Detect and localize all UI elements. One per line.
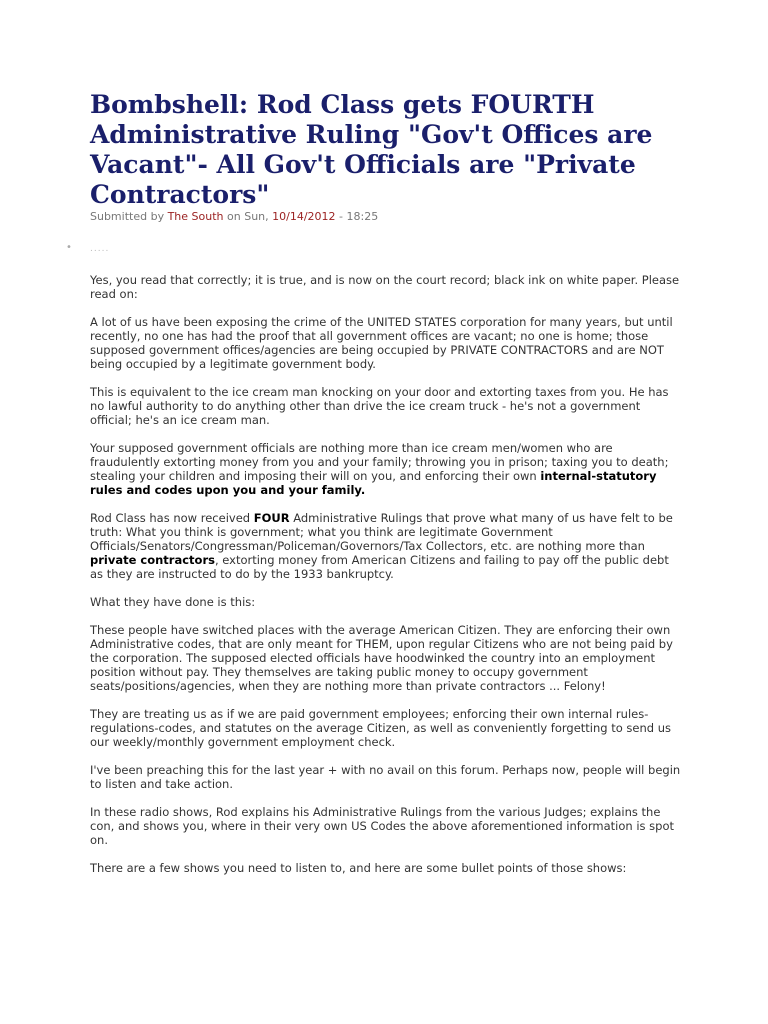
bullet-icon: •: [66, 242, 72, 253]
paragraph-5-bold-contractors: private contractors: [90, 553, 215, 567]
article-body: [90, 273, 682, 889]
paragraph-1: Yes, you read that correctly; it is true, and is now on the court record; black ink on white paper. Please read on:: [90, 273, 680, 301]
paragraph-5-text-b: Administrative Rulings that prove what many of us have felt to be truth: What you think is government; what you think are legitimate Government Officials/Senators/Congressman/Policeman/Governors/Tax Collectors, etc. are nothing more than: [90, 511, 673, 553]
submitted-time: - 18:25: [339, 210, 379, 223]
paragraph-10: In these radio shows, Rod explains his Administrative Rulings from the various Judges; explains the con, and shows you, where in their very own US Codes the above aforementioned information is spot on.: [90, 805, 675, 847]
paragraph-11: There are a few shows you need to listen to, and here are some bullet points of those shows:: [90, 861, 627, 875]
paragraph-4-text: Your supposed government officials are nothing more than ice cream men/women who are fraudulently extorting money from you and your family; throwing you in prison; taxing you to death; stealing your children and imposing their will on you, and enforcing their own: [90, 441, 669, 483]
submitted-on: on Sun,: [227, 210, 269, 223]
date-link[interactable]: 10/14/2012: [272, 210, 336, 223]
article-title[interactable]: Bombshell: Rod Class gets FOURTH Administrative Ruling "Gov't Offices are Vacant"- All Gov't Officials are "Private Contractors": [90, 90, 653, 209]
paragraph-5-text-c: , extorting money from American Citizens and failing to pay off the public debt as they are instructed to do by the 1933 bankruptcy.: [90, 553, 669, 581]
paragraph-9: I've been preaching this for the last year + with no avail on this forum. Perhaps now, people will begin to listen and take action.: [90, 763, 681, 791]
paragraph-8: They are treating us as if we are paid government employees; enforcing their own internal rules-regulations-codes, and statutes on the average Citizen, as well as conveniently forgetting to send us our weekly/monthly government employment check.: [90, 707, 672, 749]
bullet-text: .....: [90, 244, 110, 254]
submitted-line: [90, 210, 378, 223]
paragraph-4: [90, 441, 682, 497]
author-link[interactable]: The South: [167, 210, 224, 223]
paragraph-5-text-a: Rod Class has now received: [90, 511, 254, 525]
paragraph-3: This is equivalent to the ice cream man knocking on your door and extorting taxes from you. He has no lawful authority to do anything other than drive the ice cream truck - he's not a government official; he's an ice cream man.: [90, 385, 669, 427]
paragraph-2: A lot of us have been exposing the crime of the UNITED STATES corporation for many years, but until recently, no one has had the proof that all government offices are vacant; no one is home; those supposed government offices/agencies are being occupied by PRIVATE CONTRACTORS and are NOT being occupied by a legitimate government body.: [90, 315, 673, 371]
paragraph-6: What they have done is this:: [90, 595, 256, 609]
paragraph-4-bold: internal-statutory rules and codes upon you and your family.: [90, 469, 657, 497]
submitted-prefix: Submitted by: [90, 210, 165, 223]
paragraph-7: These people have switched places with the average American Citizen. They are enforcing their own Administrative codes, that are only meant for THEM, upon regular Citizens who are not being paid by the corporation. The supposed elected officials have hoodwinked the country into an employment position without pay. They themselves are taking public money to occupy government seats/positions/agencies, when they are nothing more than private contractors ... Felony!: [90, 623, 673, 693]
paragraph-5: [90, 511, 682, 581]
paragraph-5-bold-four: FOUR: [253, 511, 290, 525]
